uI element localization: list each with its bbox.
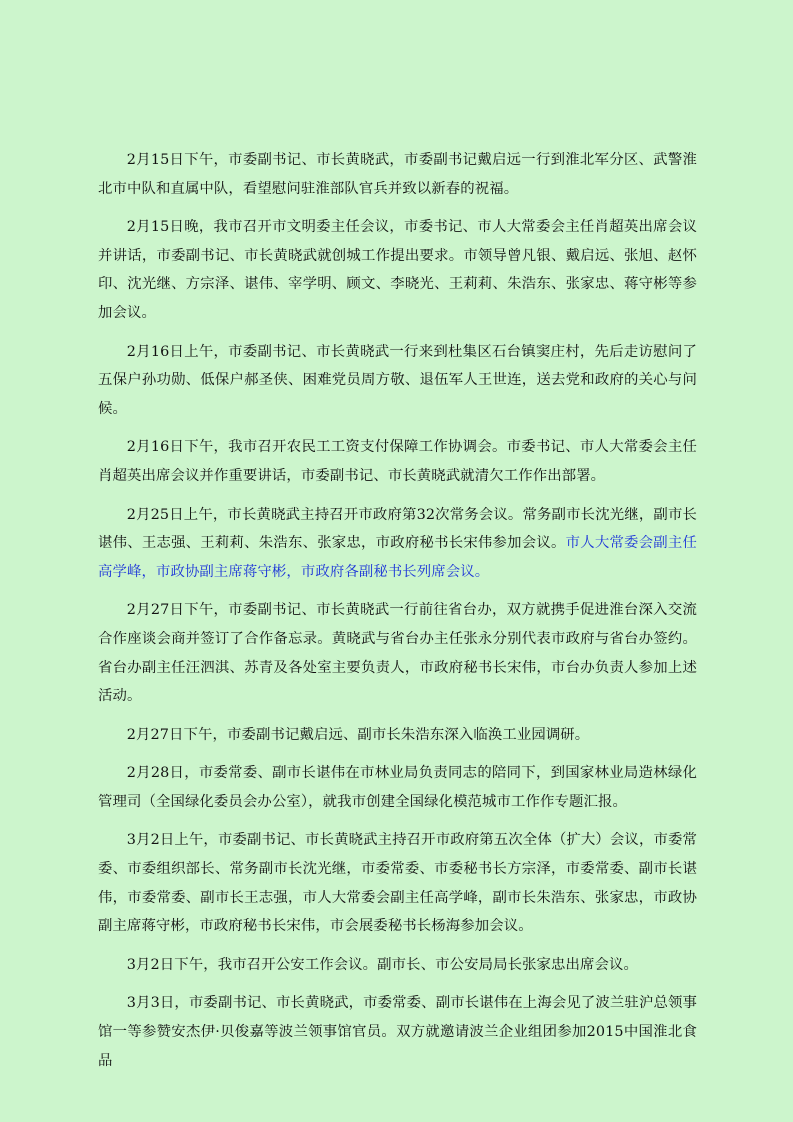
paragraph-4-text: 2月16日下午，我市召开农民工工资支付保障工作协调会。市委书记、市人大常委会主任肖超英出席会议并作重要讲话，市委副书记、市长黄晓武就清欠工作作出部署。 <box>98 439 697 484</box>
paragraph-9 <box>98 826 697 940</box>
paragraph-11-text: 3月3日，市委副书记、市长黄晓武，市委常委、副市长谌伟在上海会见了波兰驻沪总领事馆一等参赞安杰伊·贝俊嘉等波兰领事馆官员。双方就邀请波兰企业组团参加2015中国淮北食品 <box>98 995 697 1069</box>
paragraph-6 <box>98 596 697 710</box>
paragraph-7 <box>98 721 697 750</box>
paragraph-2 <box>98 213 697 327</box>
paragraph-2-text: 2月15日晚，我市召开市文明委主任会议，市委书记、市人大常委会主任肖超英出席会议并讲话，市委副书记、市长黄晓武就创城工作提出要求。市领导曾凡银、戴启远、张旭、赵怀印、沈光继、方宗泽、谌伟、宰学明、顾文、李晓光、王莉莉、朱浩东、张家忠、蒋守彬等参加会议。 <box>98 219 697 321</box>
paragraph-3 <box>98 338 697 424</box>
paragraph-1-text: 2月15日下午，市委副书记、市长黄晓武，市委副书记戴启远一行到淮北军分区、武警淮北市中队和直属中队，看望慰问驻淮部队官兵并致以新春的祝福。 <box>98 152 697 197</box>
paragraph-4 <box>98 433 697 490</box>
paragraph-10-text: 3月2日下午，我市召开公安工作会议。副市长、市公安局局长张家忠出席会议。 <box>126 956 638 973</box>
paragraph-8-text: 2月28日，市委常委、副市长谌伟在市林业局负责同志的陪同下，到国家林业局造林绿化管理司（全国绿化委员会办公室），就我市创建全国绿化模范城市工作作专题汇报。 <box>98 765 697 810</box>
paragraph-9-text: 3月2日上午，市委副书记、市长黄晓武主持召开市政府第五次全体（扩大）会议，市委常委、市委组织部长、常务副市长沈光继，市委常委、市委秘书长方宗泽，市委常委、副市长谌伟，市委常委、副市长王志强，市人大常委会副主任高学峰，副市长朱浩东、张家忠，市政协副主席蒋守彬，市政府秘书长宋伟，市会展委秘书长杨海参加会议。 <box>98 832 697 935</box>
paragraph-11 <box>98 989 697 1075</box>
paragraph-5-highlight: 市人大常委会副主任高学峰，市政协副主席蒋守彬，市政府各副秘书长列席会议。 <box>98 535 698 580</box>
paragraph-1 <box>98 146 697 203</box>
paragraph-5 <box>98 501 697 587</box>
paragraph-10 <box>98 951 697 980</box>
paragraph-8 <box>98 759 697 816</box>
paragraph-7-text: 2月27日下午，市委副书记戴启远、副市长朱浩东深入临涣工业园调研。 <box>126 726 590 743</box>
paragraph-6-text: 2月27日下午，市委副书记、市长黄晓武一行前往省台办，双方就携手促进淮台深入交流合作座谈会商并签订了合作备忘录。黄晓武与省台办主任张永分别代表市政府与省台办签约。省台办副主任汪泗淇、苏青及各处室主要负责人，市政府秘书长宋伟，市台办负责人参加上述活动。 <box>98 602 697 705</box>
paragraph-5-text: 2月25日上午，市长黄晓武主持召开市政府第32次常务会议。常务副市长沈光继，副市长谌伟、王志强、王莉莉、朱浩东、张家忠，市政府秘书长宋伟参加会议。 <box>98 506 697 552</box>
paragraph-3-text: 2月16日上午，市委副书记、市长黄晓武一行来到杜集区石台镇窦庄村，先后走访慰问了五保户孙功勋、低保户郝圣侠、困难党员周方敬、退伍军人王世连，送去党和政府的关心与问候。 <box>98 343 697 417</box>
